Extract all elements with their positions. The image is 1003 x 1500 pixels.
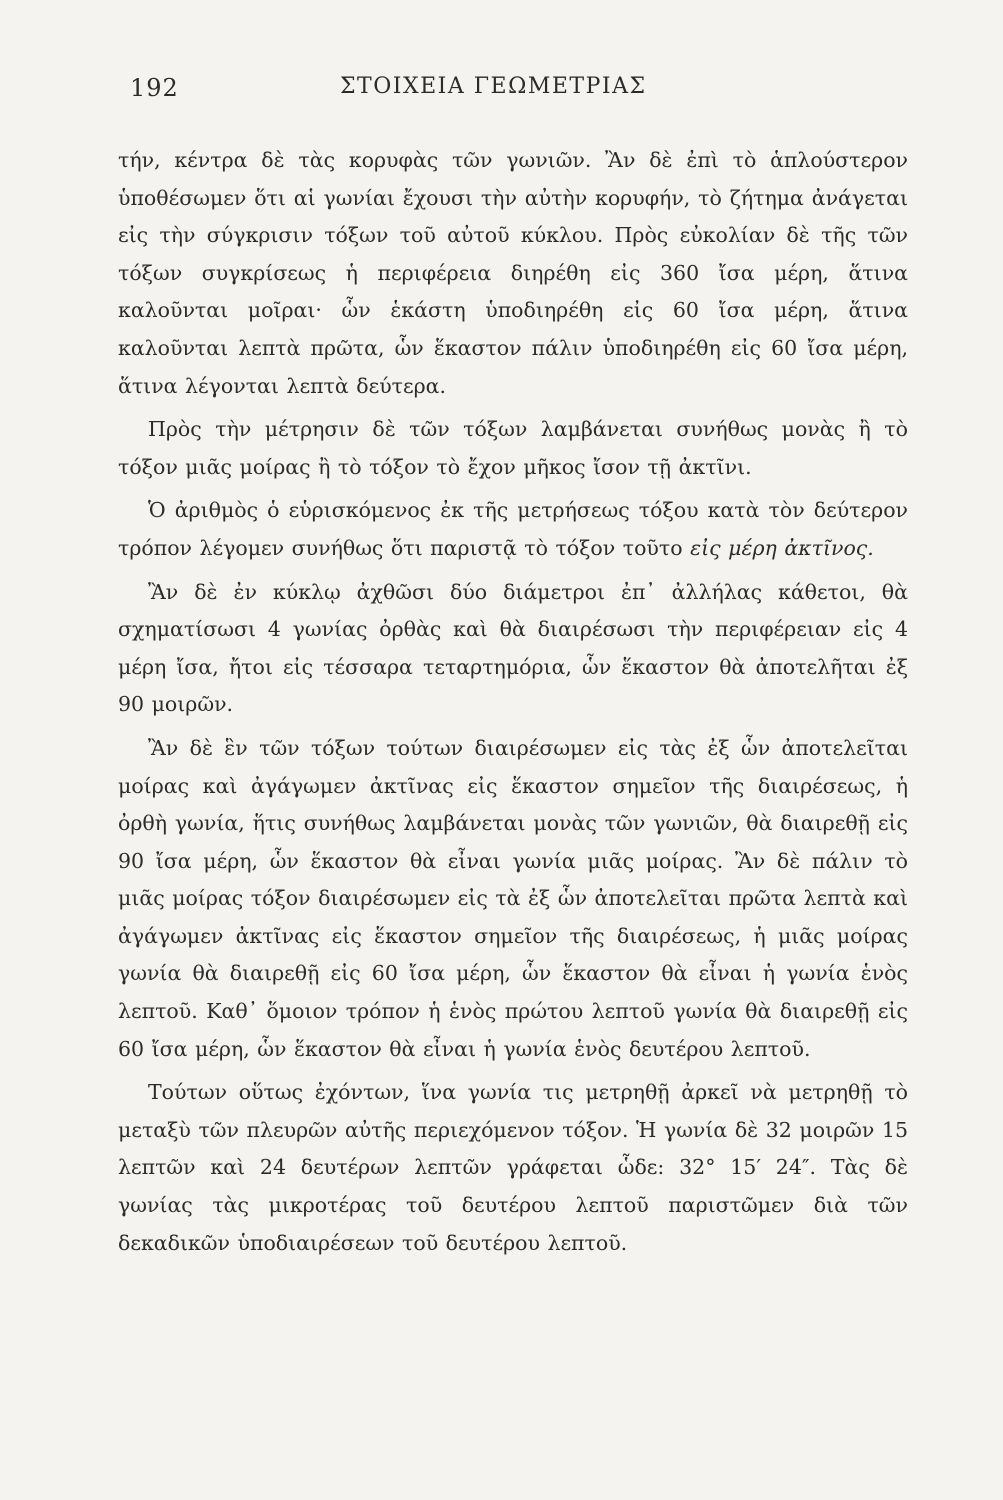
page-body: [118, 142, 908, 1268]
paragraph-continued: τήν, κέντρα δὲ τὰς κορυφὰς τῶν γωνιῶν. Ἂν δὲ ἐπὶ τὸ ἁπλούστερον ὑποθέσωμεν ὅτι αἱ γωνίαι ἔχουσι τὴν αὐτὴν κορυφήν, τὸ ζήτημα ἀνάγεται εἰς τὴν σύγκρισιν τόξων τοῦ αὐτοῦ κύκλου. Πρὸς εὐκολίαν δὲ τῆς τῶν τόξων συγκρίσεως ἡ περιφέρεια διηρέθη εἰς 360 ἴσα μέρη, ἅτινα καλοῦνται μοῖραι· ὧν ἑκάστη ὑποδιηρέθη εἰς 60 ἴσα μέρη, ἅτινα καλοῦνται λεπτὰ πρῶτα, ὧν ἕκαστον πάλιν ὑποδιηρέθη εἰς 60 ἴσα μέρη, ἅτινα λέγονται λεπτὰ δεύτερα.: [118, 148, 908, 398]
paragraph-quadrants: Ἂν δὲ ἐν κύκλῳ ἀχθῶσι δύο διάμετροι ἐπ᾽ ἀλλήλας κάθετοι, θὰ σχηματίσωσι 4 γωνίας ὀρθὰς καὶ θὰ διαιρέσωσι τὴν περιφέρειαν εἰς 4 μέρη ἴσα, ἤτοι εἰς τέσσαρα τεταρτημόρια, ὧν ἕκαστον θὰ ἀποτελῆται ἐξ 90 μοιρῶν.: [118, 579, 908, 717]
paragraph-angle-notation: Τούτων οὕτως ἐχόντων, ἵνα γωνία τις μετρηθῇ ἀρκεῖ νὰ μετρηθῇ τὸ μεταξὺ τῶν πλευρῶν αὐτῆς περιεχόμενον τόξον. Ἡ γωνία δὲ 32 μοιρῶν 15 λεπτῶν καὶ 24 δευτέρων λεπτῶν γράφεται ὧδε: 32° 15′ 24″. Τὰς δὲ γωνίας τὰς μικροτέρας τοῦ δευτέρου λεπτοῦ παριστῶμεν διὰ τῶν δεκαδικῶν ὑποδιαιρέσεων τοῦ δευτέρου λεπτοῦ.: [118, 1080, 908, 1255]
paragraph-degree-division: Ἂν δὲ ἓν τῶν τόξων τούτων διαιρέσωμεν εἰς τὰς ἐξ ὧν ἀποτελεῖται μοίρας καὶ ἀγάγωμεν ἀκτῖνας εἰς ἕκαστον σημεῖον τῆς διαιρέσεως, ἡ ὀρθὴ γωνία, ἥτις συνήθως λαμβάνεται μονὰς τῶν γωνιῶν, θὰ διαιρεθῇ εἰς 90 ἴσα μέρη, ὧν ἕκαστον θὰ εἶναι γωνία μιᾶς μοίρας. Ἂν δὲ πάλιν τὸ μιᾶς μοίρας τόξον διαιρέσωμεν εἰς τὰ ἐξ ὧν ἀποτελεῖται πρῶτα λεπτὰ καὶ ἀγάγωμεν ἀκτῖνας εἰς ἕκαστον σημεῖον τῆς διαιρέσεως, ἡ μιᾶς μοίρας γωνία θὰ διαιρεθῇ εἰς 60 ἴσα μέρη, ὧν ἕκαστον θὰ εἶναι ἡ γωνία ἑνὸς λεπτοῦ. Καθ᾽ ὅμοιον τρόπον ἡ ἑνὸς πρώτου λεπτοῦ γωνία θὰ διαιρεθῇ εἰς 60 ἴσα μέρη, ὧν ἕκαστον θὰ εἶναι ἡ γωνία ἑνὸς δευτέρου λεπτοῦ.: [118, 735, 908, 1061]
italic-term: εἰς μέρη ἀκτῖνος.: [690, 535, 874, 560]
paragraph-radians: [118, 492, 908, 567]
running-title: ΣΤΟΙΧΕΙΑ ΓΕΩΜΕΤΡΙΑΣ: [340, 74, 647, 99]
page-number: 192: [130, 74, 179, 102]
paragraph-radians-text: Ὁ ἀριθμὸς ὁ εὑρισκόμενος ἐκ τῆς μετρήσεως τόξου κατὰ τὸν δεύτερον τρόπον λέγομεν συνήθως ὅτι παριστᾷ τὸ τόξον τοῦτο: [118, 498, 908, 560]
paragraph-arc-measure-unit: Πρὸς τὴν μέτρησιν δὲ τῶν τόξων λαμβάνεται συνήθως μονὰς ἢ τὸ τόξον μιᾶς μοίρας ἢ τὸ τόξον τὸ ἔχον μῆκος ἴσον τῇ ἀκτῖνι.: [118, 417, 908, 479]
page-header: [118, 74, 908, 114]
